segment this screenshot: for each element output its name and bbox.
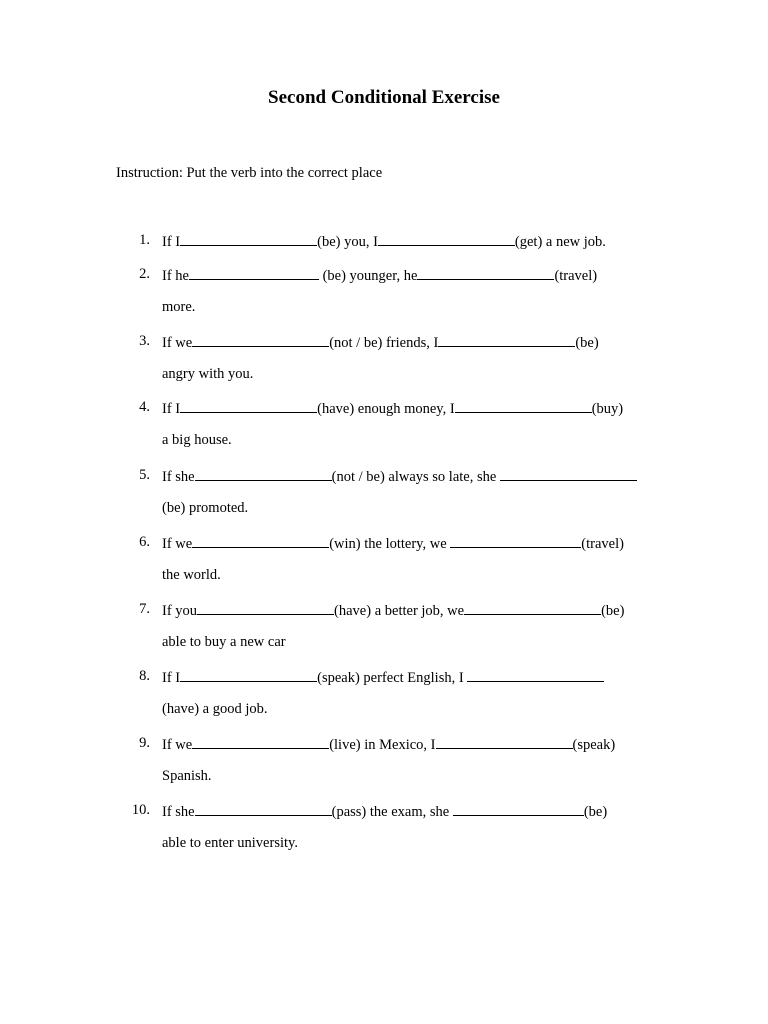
item-continuation: (have) a good job. xyxy=(162,701,268,717)
answer-blank[interactable] xyxy=(436,734,573,749)
answer-blank[interactable] xyxy=(464,600,601,615)
item-line xyxy=(162,466,637,484)
item-text-end: (travel) xyxy=(581,536,624,552)
item-continuation: able to buy a new car xyxy=(162,634,286,650)
item-number: 1. xyxy=(139,232,150,248)
item-number: 2. xyxy=(139,266,150,282)
item-number: 5. xyxy=(139,467,150,483)
item-number: 3. xyxy=(139,333,150,349)
item-number: 6. xyxy=(139,534,150,550)
page-title: Second Conditional Exercise xyxy=(268,87,500,108)
answer-blank[interactable] xyxy=(455,398,592,413)
item-number: 4. xyxy=(139,399,150,415)
answer-blank[interactable] xyxy=(460,801,584,816)
item-number: 9. xyxy=(139,735,150,751)
item-text-middle: (have) a better job, we xyxy=(334,603,465,619)
item-continuation: (be) promoted. xyxy=(162,500,249,516)
answer-blank[interactable] xyxy=(438,332,575,347)
underscore-mark xyxy=(450,533,457,548)
item-text-end: (be) xyxy=(575,335,599,351)
item-number: 10. xyxy=(131,802,150,818)
item-continuation: able to enter university. xyxy=(162,835,298,851)
answer-blank[interactable] xyxy=(197,600,334,615)
answer-blank[interactable] xyxy=(500,466,637,481)
item-number: 7. xyxy=(139,601,150,617)
answer-blank[interactable] xyxy=(195,801,332,816)
underscore-mark xyxy=(312,265,319,280)
item-text-middle: (be) younger, he xyxy=(322,268,418,284)
item-text-middle: (be) you, I xyxy=(317,234,378,250)
item-continuation: Spanish. xyxy=(162,768,212,784)
answer-blank[interactable] xyxy=(189,265,312,280)
item-text-start: If she xyxy=(162,469,195,485)
item-text-end: (buy) xyxy=(591,401,624,417)
item-text-middle: (not / be) friends, I xyxy=(329,335,439,351)
item-text-middle: (speak) perfect English, I xyxy=(317,670,464,686)
item-line xyxy=(162,734,615,752)
answer-blank[interactable] xyxy=(192,332,329,347)
item-text-end: (be) xyxy=(583,804,608,820)
item-text-middle: (not / be) always so late, she xyxy=(331,469,497,485)
answer-blank[interactable] xyxy=(180,231,317,246)
item-text-start: If he xyxy=(162,268,189,284)
item-text-start: If you xyxy=(162,603,198,619)
item-text-end: (travel) xyxy=(554,268,598,284)
item-text-start: If we xyxy=(162,335,193,351)
underscore-mark xyxy=(453,801,460,816)
item-text-start: If I xyxy=(162,670,181,686)
item-continuation: more. xyxy=(162,299,196,315)
item-text-end: (get) a new job. xyxy=(514,234,606,250)
item-line xyxy=(162,398,623,416)
item-text-middle: (live) in Mexico, I xyxy=(329,737,436,753)
item-line xyxy=(162,600,624,618)
item-text-end: (be) xyxy=(601,603,625,619)
item-text-middle: (win) the lottery, we xyxy=(329,536,447,552)
item-text-end: (speak) xyxy=(572,737,616,753)
answer-blank[interactable] xyxy=(192,734,329,749)
item-number: 8. xyxy=(139,668,150,684)
item-text-middle: (pass) the exam, she xyxy=(331,804,450,820)
item-continuation: angry with you. xyxy=(162,366,254,382)
item-text-start: If she xyxy=(162,804,195,820)
item-line xyxy=(162,533,624,551)
item-text-start: If I xyxy=(162,401,181,417)
answer-blank[interactable] xyxy=(192,533,329,548)
answer-blank[interactable] xyxy=(180,398,317,413)
answer-blank[interactable] xyxy=(457,533,581,548)
item-line xyxy=(162,265,597,283)
answer-blank[interactable] xyxy=(467,667,604,682)
item-line xyxy=(162,667,604,685)
item-line xyxy=(162,231,606,249)
item-text-start: If we xyxy=(162,737,193,753)
item-text-middle: (have) enough money, I xyxy=(317,401,455,417)
answer-blank[interactable] xyxy=(195,466,332,481)
item-line xyxy=(162,801,607,819)
answer-blank[interactable] xyxy=(378,231,515,246)
item-continuation: the world. xyxy=(162,567,221,583)
item-text-start: If we xyxy=(162,536,193,552)
answer-blank[interactable] xyxy=(417,265,554,280)
item-text-start: If I xyxy=(162,234,181,250)
answer-blank[interactable] xyxy=(180,667,317,682)
instruction-text: Instruction: Put the verb into the correct place xyxy=(116,165,383,181)
item-line xyxy=(162,332,599,350)
item-continuation: a big house. xyxy=(162,432,232,448)
